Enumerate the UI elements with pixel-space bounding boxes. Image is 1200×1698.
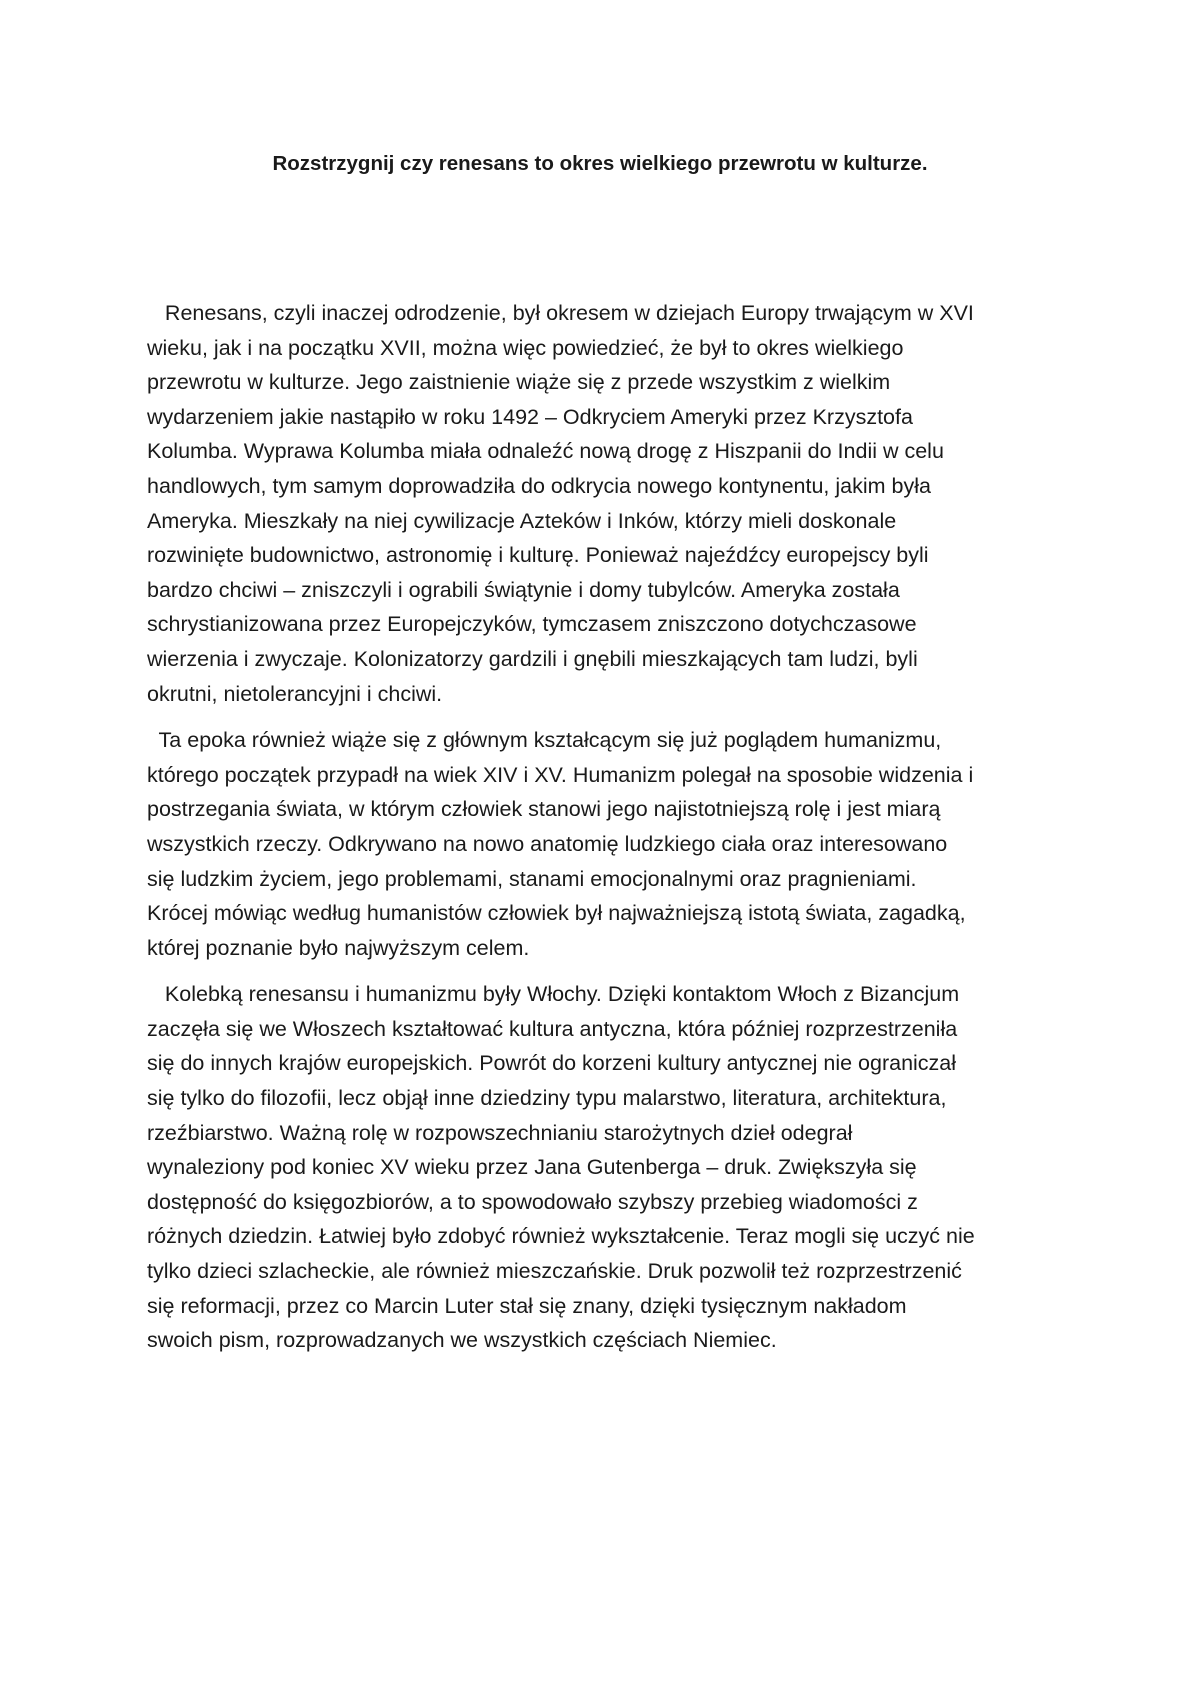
paragraph-line: wynaleziony pod koniec XV wieku przez Jana Gutenberga – druk. Zwiększyła się xyxy=(147,1155,917,1180)
paragraph-line: wieku, jak i na początku XVII, można więc powiedzieć, że był to okres wielkiego xyxy=(147,335,904,360)
paragraph-line: schrystianizowana przez Europejczyków, tymczasem zniszczono dotychczasowe xyxy=(147,612,917,637)
paragraph-line: Renesans, czyli inaczej odrodzenie, był okresem w dziejach Europy trwającym w XVI xyxy=(147,301,974,325)
paragraph-line: się reformacji, przez co Marcin Luter stał się znany, dzięki tysięcznym nakładom xyxy=(147,1293,907,1318)
paragraph-line: rzeźbiarstwo. Ważną rolę w rozpowszechnianiu starożytnych dzieł odegrał xyxy=(147,1120,853,1145)
paragraph-line: Kolumba. Wyprawa Kolumba miała odnaleźć nową drogę z Hiszpanii do Indii w celu xyxy=(147,439,944,464)
paragraph-2 xyxy=(147,723,1077,965)
paragraph-line: rozwinięte budownictwo, astronomię i kulturę. Ponieważ najeźdźcy europejscy byli xyxy=(147,543,929,568)
paragraph-line: zaczęła się we Włoszech kształtować kultura antyczna, która później rozprzestrzeniła xyxy=(147,1016,958,1041)
paragraph-line: dostępność do księgozbiorów, a to spowodowało szybszy przebieg wiadomości z xyxy=(147,1189,918,1214)
paragraph-line: handlowych, tym samym doprowadziła do odkrycia nowego kontynentu, jakim była xyxy=(147,473,931,498)
paragraph-line: postrzegania świata, w którym człowiek stanowi jego najistotniejszą rolę i jest miarą xyxy=(147,797,941,822)
paragraph-line: okrutni, nietolerancyjni i chciwi. xyxy=(147,681,443,706)
document-title: Rozstrzygnij czy renesans to okres wielkiego przewrotu w kulturze. xyxy=(272,152,928,175)
paragraph-line: wydarzeniem jakie nastąpiło w roku 1492 – Odkryciem Ameryki przez Krzysztofa xyxy=(147,404,913,429)
paragraph-line: Ta epoka również wiąże się z głównym kształcącym się już poglądem humanizmu, xyxy=(147,728,942,753)
paragraph-line: się do innych krajów europejskich. Powrót do korzeni kultury antycznej nie ograniczał xyxy=(147,1051,957,1076)
paragraph-line: tylko dzieci szlacheckie, ale również mieszczańskie. Druk pozwolił też rozprzestrzenić xyxy=(147,1259,962,1284)
paragraph-line: której poznanie było najwyższym celem. xyxy=(147,935,530,960)
paragraph-line: różnych dziedzin. Łatwiej było zdobyć również wykształcenie. Teraz mogli się uczyć nie xyxy=(147,1224,975,1249)
paragraph-line: którego początek przypadł na wiek XIV i XV. Humanizm polegał na sposobie widzenia i xyxy=(147,762,974,787)
paragraph-line: przewrotu w kulturze. Jego zaistnienie wiąże się z przede wszystkim z wielkim xyxy=(147,370,891,395)
paragraph-line: Krócej mówiąc według humanistów człowiek był najważniejszą istotą świata, zagadką, xyxy=(147,901,966,926)
paragraph-line: Ameryka. Mieszkały na niej cywilizacje Azteków i Inków, którzy mieli doskonale xyxy=(147,508,897,533)
paragraph-line: bardzo chciwi – zniszczyli i ograbili świątynie i domy tubylców. Ameryka została xyxy=(147,577,900,602)
paragraph-1 xyxy=(147,296,1077,711)
paragraph-3 xyxy=(147,977,1077,1358)
paragraph-line: wierzenia i zwyczaje. Kolonizatorzy gardzili i gnębili mieszkających tam ludzi, byli xyxy=(147,646,918,671)
paragraph-line: się ludzkim życiem, jego problemami, stanami emocjonalnymi oraz pragnieniami. xyxy=(147,866,917,891)
paragraph-line: się tylko do filozofii, lecz objął inne dziedziny typu malarstwo, literatura, architektura, xyxy=(147,1086,947,1111)
paragraph-line: Kolebką renesansu i humanizmu były Włochy. Dzięki kontaktom Włoch z Bizancjum xyxy=(147,982,960,1007)
paragraph-line: wszystkich rzeczy. Odkrywano na nowo anatomię ludzkiego ciała oraz interesowano xyxy=(147,831,948,856)
paragraph-line: swoich pism, rozprowadzanych we wszystkich częściach Niemiec. xyxy=(147,1328,777,1353)
document-body xyxy=(147,296,1077,1370)
